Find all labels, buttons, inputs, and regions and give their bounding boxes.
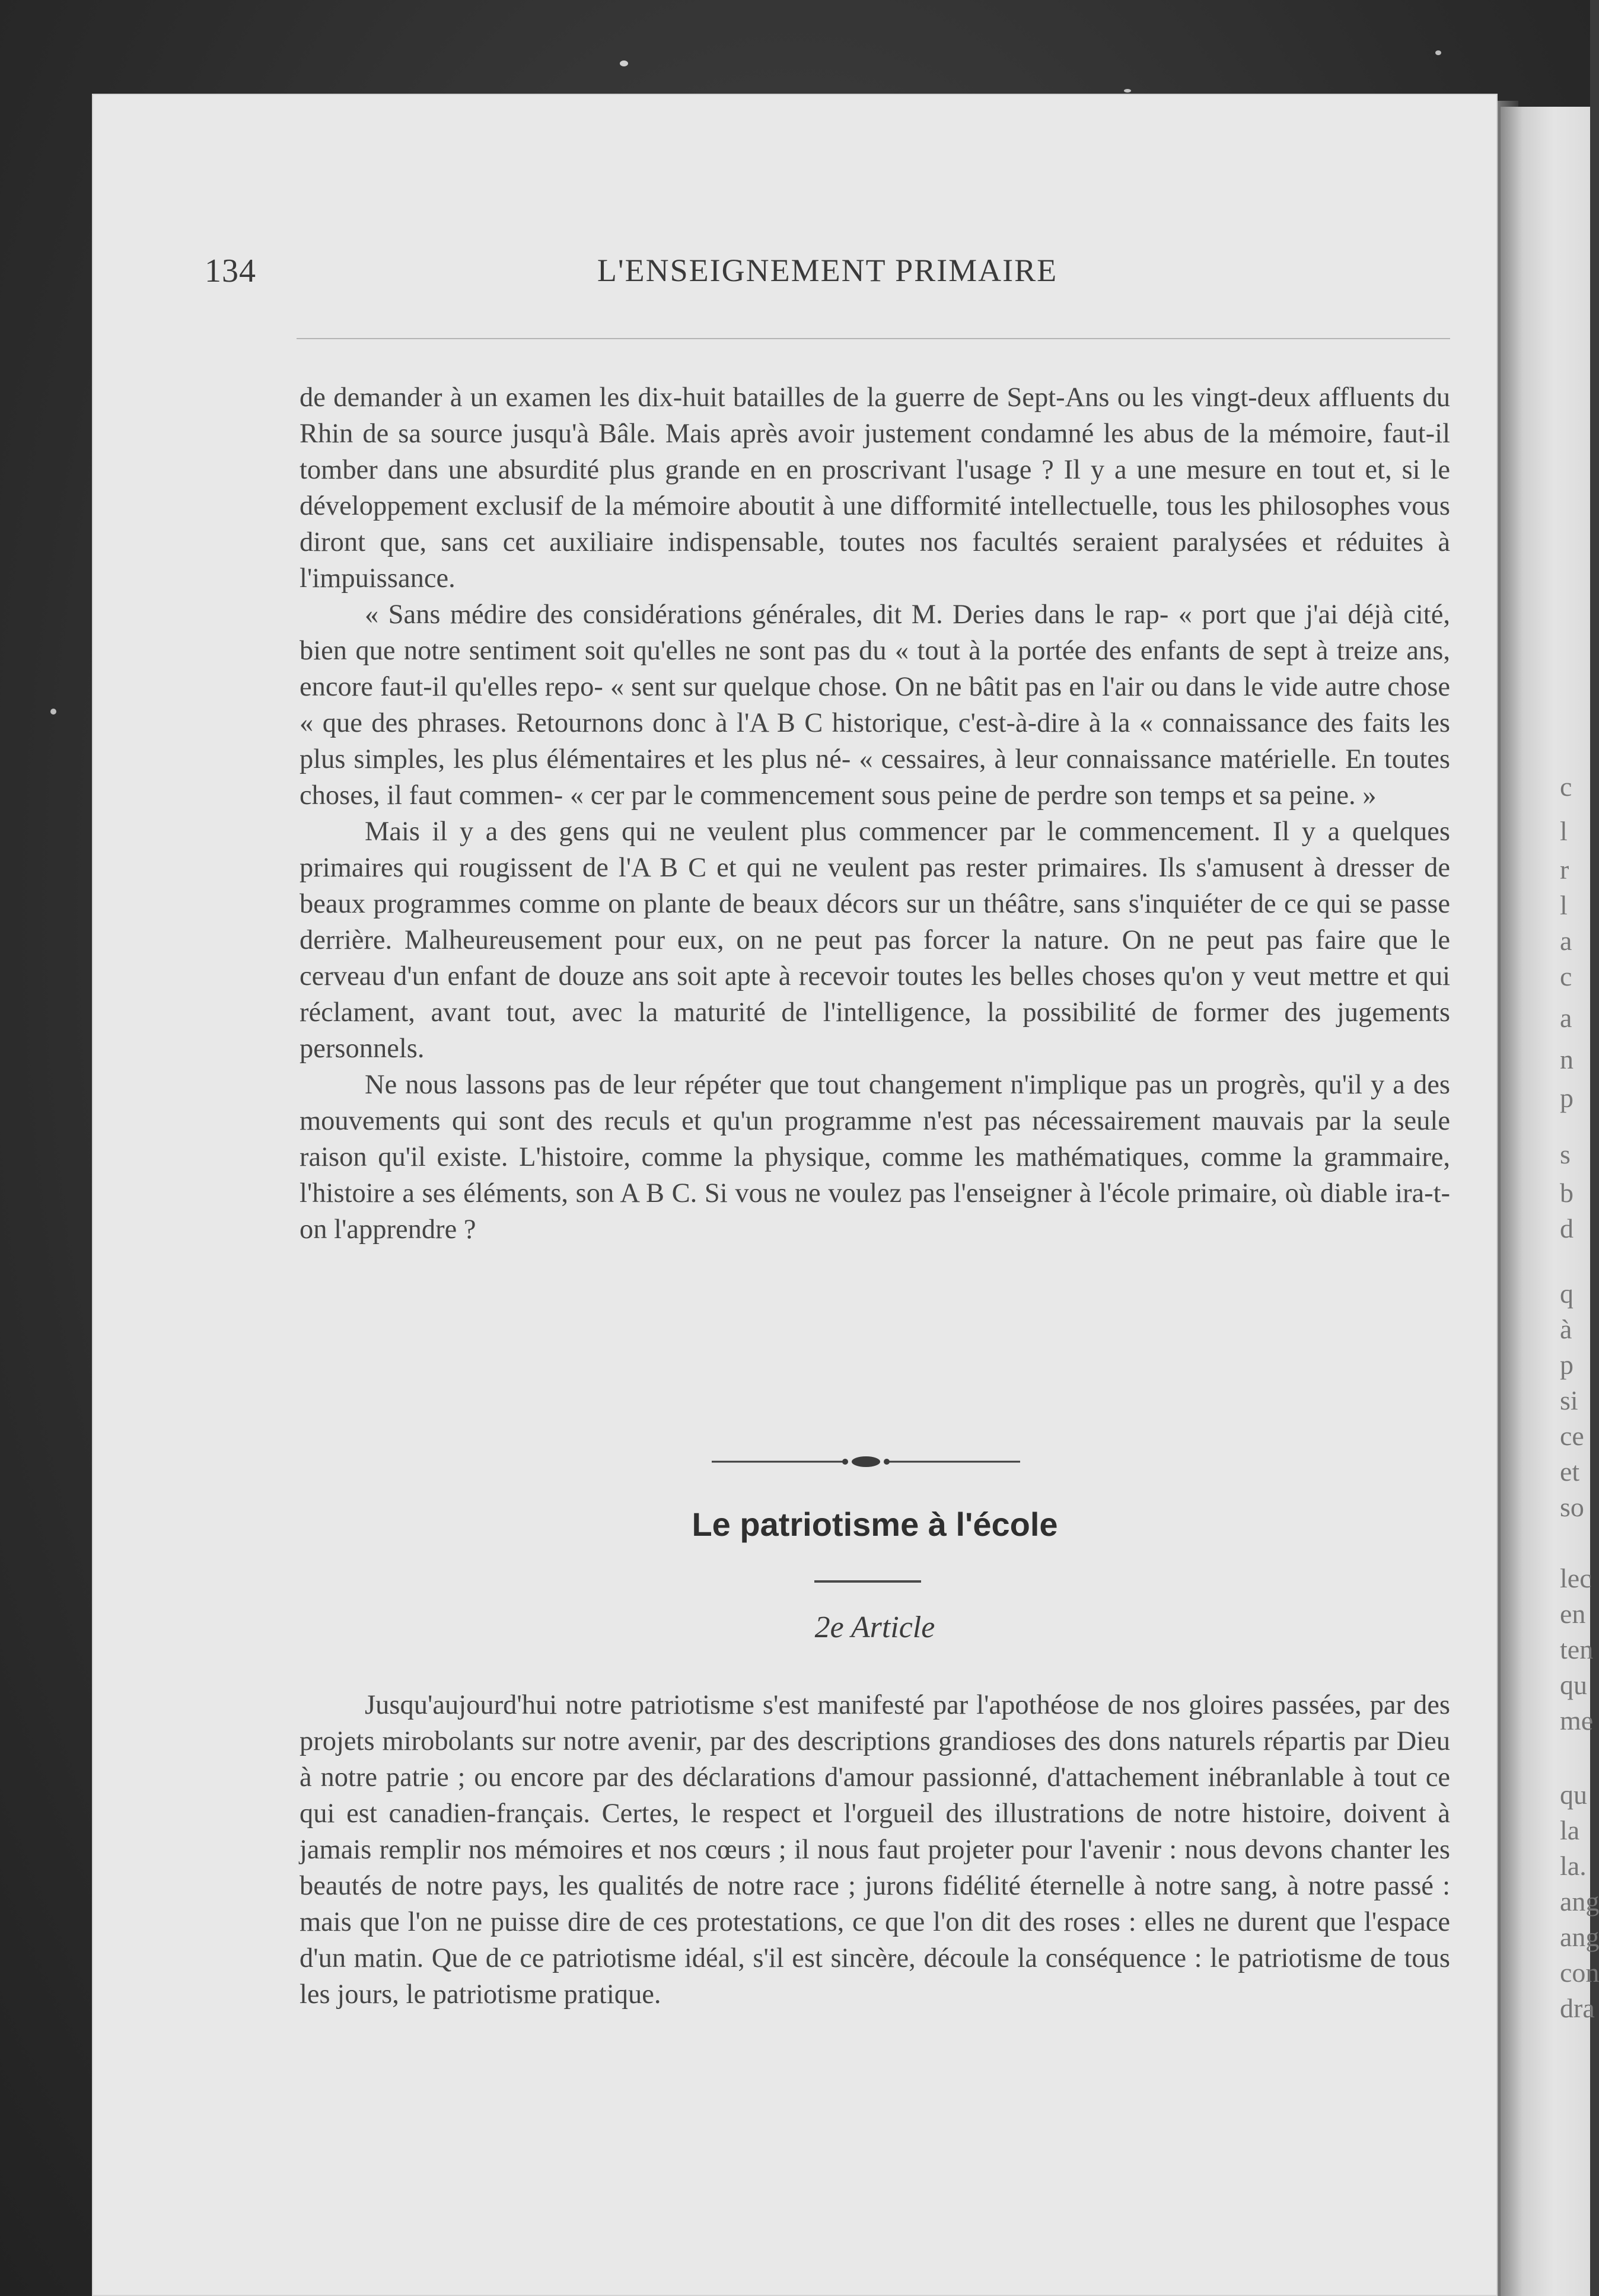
adjacent-page-fragment: en — [1560, 1599, 1586, 1629]
section-title: Le patriotisme à l'école — [692, 1506, 1058, 1543]
adjacent-page-fragment: ang — [1560, 1886, 1599, 1916]
adjacent-page-fragment: c — [1560, 771, 1572, 802]
paragraph: Jusqu'aujourd'hui notre patriotisme s'est manifesté par l'apothéose de nos gloires passées, par des projets mirobolants sur notre avenir, par des descriptions grandioses des dons naturels répartis par Dieu à notre patrie ; ou encore par des déclarations d'amour passionné, d'attachement inébranlable à tout ce qui est canadien-français. Certes, le respect et l'orgueil des illustrations de notre histoire, doivent à jamais remplir nos mémoires et nos cœurs ; il nous faut projeter pour l'avenir : nous devons chanter les beautés de notre pays, les qualités de notre race ; jurons fidélité éternelle à notre sang, à notre passé : mais que l'on ne puisse dire de ces protestations, ce que l'on dit des roses : elles ne durent que l'espace d'un matin. Que de ce patriotisme idéal, s'il est sincère, découle la conséquence : le patriotisme de tous les jours, le patriotisme pratique. — [300, 1690, 1450, 2010]
adjacent-page-fragment: p — [1560, 1083, 1573, 1113]
adjacent-page-fragment: à — [1560, 1314, 1572, 1344]
running-title: L'ENSEIGNEMENT PRIMAIRE — [597, 253, 1058, 288]
adjacent-page-fragment: q — [1560, 1278, 1573, 1309]
adjacent-page-fragment: la. — [1560, 1851, 1587, 1881]
adjacent-page-fragment: dra — [1560, 1993, 1595, 2023]
article-subtitle: 2e Article — [814, 1611, 935, 1644]
adjacent-page-fragment: r — [1560, 854, 1569, 885]
adjacent-page-fragment: et — [1560, 1456, 1580, 1487]
adjacent-page-fragment: qu — [1560, 1780, 1587, 1810]
adjacent-page-fragment: p — [1560, 1350, 1573, 1380]
adjacent-page-fragment: si — [1560, 1385, 1578, 1415]
adjacent-page-fragment: b — [1560, 1178, 1573, 1208]
adjacent-page-fragment: ang — [1560, 1922, 1599, 1952]
adjacent-page-fragment: ten — [1560, 1634, 1594, 1664]
adjacent-page-fragment: a — [1560, 926, 1572, 956]
paragraph: Ne nous lassons pas de leur répéter que tout changement n'implique pas un progrès, qu'il y a des mouvements qui sont des reculs et qu'un programme n'est pas nécessairement mauvais par la seule raison qu'il existe. L'histoire, comme la physique, comme les mathématiques, comme la grammaire, l'histoire a ses éléments, son A B C. Si vous ne voulez pas l'enseigner à l'école primaire, où diable ira-t-on l'apprendre ? — [300, 1070, 1450, 1245]
adjacent-page-fragment: la — [1560, 1815, 1580, 1845]
adjacent-page-fragment: c — [1560, 961, 1572, 991]
adjacent-page-fragment: me — [1560, 1705, 1594, 1736]
adjacent-page-edge — [1501, 107, 1599, 2296]
adjacent-page-fragment: a — [1560, 1003, 1572, 1033]
paragraph: de demander à un examen les dix-huit batailles de la guerre de Sept-Ans ou les vingt-deux affluents du Rhin de sa source jusqu'à Bâle. Mais après avoir justement condamné les abus de la mémoire, faut-il tomber dans une absurdité plus grande en en proscrivant l'usage ? Il y a une mesure en tout et, si le développement exclusif de la mémoire aboutit à une difformité intellectuelle, tous les philosophes vous diront que, sans cet auxiliaire indispensable, toutes nos facultés seraient paralysées et réduites à l'impuissance. — [300, 382, 1450, 594]
adjacent-page-fragment: lec — [1560, 1563, 1592, 1593]
paragraph: Mais il y a des gens qui ne veulent plus commencer par le commencement. Il y a quelques primaires qui rougissent de l'A B C et qui ne veulent pas rester primaires. Ils s'amusent à dresser de beaux programmes comme on plante de beaux décors sur un théâtre, sans s'inquiéter de ce qui se passe derrière. Malheureusement pour eux, on ne peut pas forcer la nature. On ne peut pas faire que le cerveau d'un enfant de douze ans soit apte à recevoir toutes les belles choses qu'on y veut mettre et qui réclament, avant tout, avec la maturité de l'intelligence, la possibilité de former des jugements personnels. — [300, 817, 1450, 1064]
quoted-paragraph: « Sans médire des considérations générales, dit M. Deries dans le rap- « port que j'ai déjà cité, bien que notre sentiment soit qu'elles ne sont pas du « tout à la portée des enfants de sept à treize ans, encore faut-il qu'elles repo- « sent sur quelque chose. On ne bâtit pas en l'air ou dans le vide autre chose « que des phrases. Retournons donc à l'A B C historique, c'est-à-dire à la « connaissance des faits les plus simples, les plus élémentaires et les plus né- « cessaires, à leur connaissance matérielle. En toutes choses, il faut commen- « cer par le commencement sous peine de perdre son temps et sa peine. » — [300, 599, 1450, 811]
page-header — [205, 252, 1450, 294]
adjacent-page-fragment: so — [1560, 1492, 1584, 1522]
header-rule — [297, 338, 1450, 339]
adjacent-page-fragment: l — [1560, 816, 1568, 846]
body-text — [300, 380, 1450, 1248]
dust-speck — [50, 709, 56, 715]
page-number: 134 — [205, 253, 256, 289]
title-rule — [814, 1580, 921, 1583]
adjacent-page-fragment: d — [1560, 1213, 1573, 1243]
adjacent-page-fragment: l — [1560, 890, 1568, 920]
adjacent-page-fragment: n — [1560, 1044, 1573, 1074]
section-body-text — [300, 1687, 1450, 2013]
dust-speck — [620, 60, 628, 66]
section-divider-ornament — [712, 1450, 1020, 1474]
adjacent-page-fragment: con — [1560, 1957, 1599, 1988]
dust-speck — [1124, 89, 1131, 93]
dust-speck — [1435, 50, 1441, 55]
adjacent-page-fragment: ce — [1560, 1421, 1584, 1451]
adjacent-page-fragment: s — [1560, 1139, 1571, 1169]
adjacent-page-fragment: qu — [1560, 1670, 1587, 1700]
